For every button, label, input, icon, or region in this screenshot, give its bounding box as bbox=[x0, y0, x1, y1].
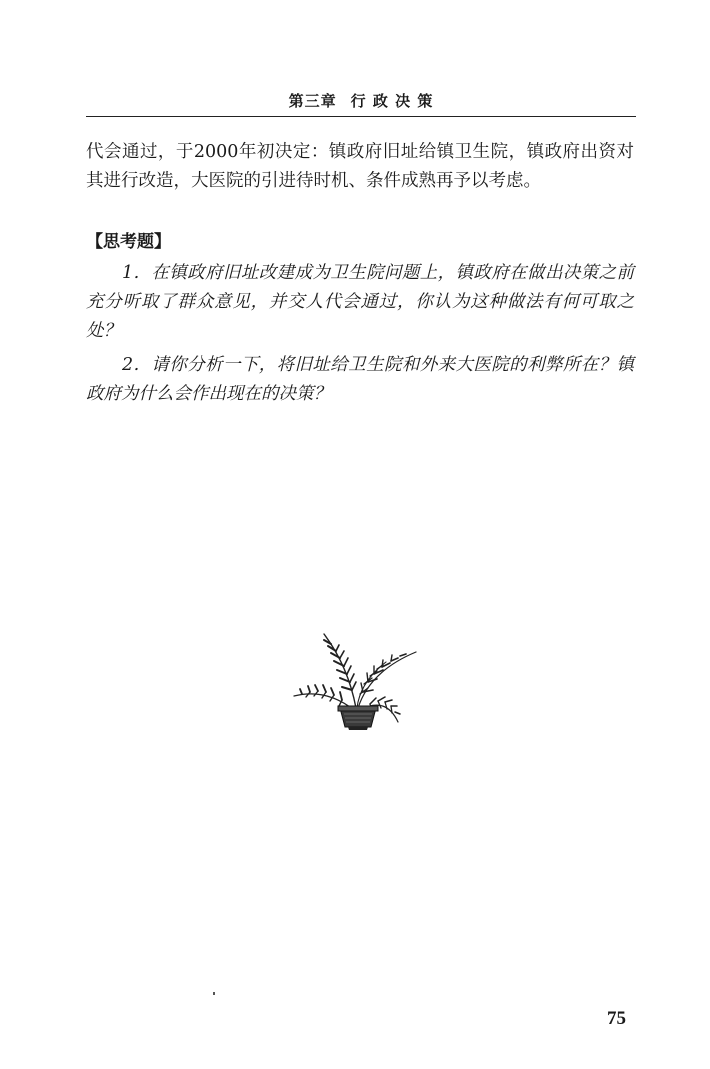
question-1: 1．在镇政府旧址改建成为卫生院问题上，镇政府在做出决策之前充分听取了群众意见，并交人代会通过，你认为这种做法有何可取之处？ bbox=[86, 263, 634, 341]
running-head bbox=[86, 90, 636, 111]
question-2: 2．请你分析一下，将旧址给卫生院和外来大医院的利弊所在？镇政府为什么会作出现在的决策？ bbox=[86, 355, 634, 404]
thinking-questions-heading: 【思考题】 bbox=[86, 232, 171, 252]
section-title: 行 政 决 策 bbox=[350, 92, 434, 110]
intro-paragraph: 代会通过，于2000年初决定：镇政府旧址给镇卫生院，镇政府出资对其进行改造，大医院的引进待时机、条件成熟再予以考虑。 bbox=[86, 142, 634, 191]
page-number: 75 bbox=[607, 1008, 626, 1029]
chapter-label: 第三章 bbox=[288, 92, 337, 110]
potted-fern-icon bbox=[290, 626, 422, 734]
stray-mark bbox=[213, 992, 215, 995]
header-rule bbox=[86, 116, 636, 117]
